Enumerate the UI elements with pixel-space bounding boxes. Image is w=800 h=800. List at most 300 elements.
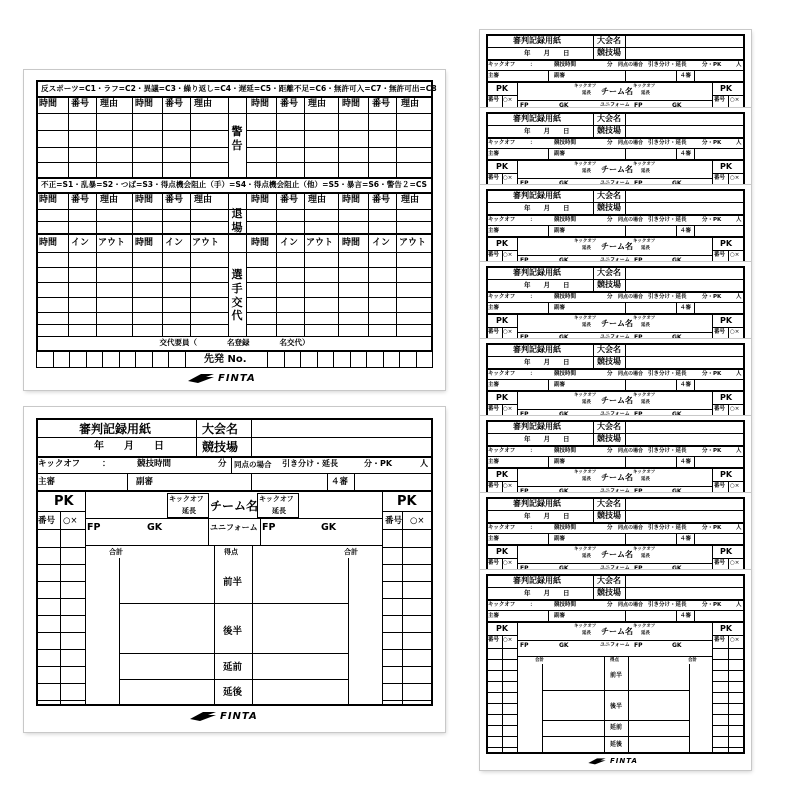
divider: [676, 610, 677, 621]
kickoff-label: キックオフ: [488, 371, 516, 377]
divider: [712, 544, 713, 570]
kickoff-box-right: [257, 493, 299, 518]
small-record-sheet: [480, 493, 751, 570]
grid-line: [36, 267, 228, 268]
number-label-left: 番号: [488, 560, 500, 566]
team-name-label: チーム名: [601, 242, 633, 251]
number-label-left: 番号: [488, 637, 500, 643]
grid-line: [162, 192, 163, 233]
kickoff-colon: ：: [530, 217, 536, 223]
circle-cross-left: ○×: [503, 637, 513, 643]
divider: [348, 558, 349, 706]
kickoff-small-left: キックオフ: [574, 84, 597, 89]
grid-line: [728, 95, 729, 108]
fp-label-right: FP: [634, 565, 643, 570]
divider: [119, 679, 348, 680]
fp-label-right: FP: [634, 102, 643, 108]
pk-label-right: PK: [720, 470, 733, 479]
form-title: 審判記録用紙: [513, 576, 561, 585]
assistant-referee-label: 副審: [554, 151, 566, 157]
substitution-label-char: 手: [231, 281, 243, 295]
sendoff-header-number-1: 番号: [71, 195, 90, 205]
referee-label: 主審: [488, 459, 500, 465]
pk-label-right: PK: [720, 393, 733, 402]
divider: [517, 255, 712, 256]
divider: [689, 664, 690, 754]
caution-header-number-4: 番号: [372, 99, 391, 109]
assistant-referee-label: 副審: [554, 613, 566, 619]
first-half-label: 前半: [223, 577, 243, 588]
divider: [517, 313, 518, 339]
match-minutes-label: 分: [607, 525, 613, 531]
brand-logo: [588, 757, 638, 765]
kickoff-colon: ：: [530, 294, 536, 300]
divider: [625, 70, 626, 81]
grid-line: [728, 250, 729, 262]
extension-small-right: 延長: [641, 246, 650, 251]
kickoff-box-left: [167, 493, 209, 518]
gk-label-right: GK: [672, 488, 682, 493]
small-form-frame: [486, 34, 745, 108]
number-label-right: 番号: [714, 637, 726, 643]
divider: [517, 100, 712, 101]
kickoff-small-right: キックオフ: [633, 316, 656, 321]
sendoff-header-reason-2: 理由: [194, 195, 213, 205]
gk-label-left: GK: [559, 180, 569, 185]
caution-header-reason-4: 理由: [401, 99, 420, 109]
competition-label: 大会名: [597, 114, 621, 123]
grid-line: [246, 267, 433, 268]
divider: [517, 81, 518, 108]
total-label-left: 合計: [535, 658, 544, 663]
divider: [542, 736, 689, 737]
date-line: 年 月 日: [524, 589, 570, 597]
divider: [486, 81, 745, 83]
grid-line: [416, 352, 417, 368]
kickoff-small-left: キックオフ: [574, 547, 597, 552]
sendoff-codes: 不正=S1・乱暴=S2・つば=S3・得点機会阻止（手）=S4・得点機会阻止（他）=S5・暴言=S6・警告２=CS: [41, 180, 428, 189]
uniform-label: ユニフォーム: [600, 102, 630, 108]
kickoff-colon: ：: [530, 448, 536, 454]
draw-rule: 引き分け・延長: [648, 217, 687, 223]
small-record-sheet: [480, 416, 751, 493]
persons-label: 人: [736, 448, 742, 454]
divider: [548, 379, 549, 390]
divider: [548, 148, 549, 159]
gk-label-right: GK: [672, 257, 682, 262]
divider: [327, 473, 328, 490]
divider: [694, 225, 695, 236]
second-half-label: 後半: [610, 703, 623, 710]
grid-line: [36, 352, 37, 368]
competition-label: 大会名: [597, 191, 621, 200]
substitution-label: [230, 268, 244, 323]
divider: [625, 148, 626, 159]
assistant-referee-label: 副審: [554, 305, 566, 311]
grid-line: [36, 312, 228, 313]
draw-rule: 引き分け・延長: [648, 371, 687, 377]
small-record-sheet: [480, 108, 751, 185]
grid-line: [382, 547, 433, 548]
number-label-left: 番号: [488, 329, 500, 335]
grid-line: [68, 96, 69, 177]
pk-label-right: PK: [720, 316, 733, 325]
divider: [119, 558, 120, 706]
assistant-referee-label: 副審: [554, 382, 566, 388]
uniform-label: ユニフォーム: [600, 642, 630, 648]
divider: [486, 70, 745, 71]
competition-label: 大会名: [597, 345, 621, 354]
divider: [628, 656, 629, 754]
grid-line: [168, 352, 169, 368]
uniform-label: ユニフォーム: [600, 257, 630, 262]
date-line: 年 月 日: [524, 358, 570, 366]
divider: [119, 603, 348, 604]
substitution-label-char: 代: [231, 309, 243, 323]
grid-line: [366, 352, 367, 368]
grid-line: [246, 312, 433, 313]
divider: [676, 148, 677, 159]
sub-header-time-4: 時間: [342, 238, 361, 248]
fp-label-left: FP: [520, 257, 529, 262]
grid-line: [728, 404, 729, 416]
grid-line: [132, 96, 133, 177]
number-label-left: 番号: [38, 516, 56, 526]
extension-small-right: 延長: [641, 631, 650, 636]
sendoff-header-reason-1: 理由: [100, 195, 119, 205]
competition-label: 大会名: [597, 576, 621, 585]
grid-line: [382, 666, 433, 667]
grid-line: [382, 700, 433, 701]
divider: [676, 379, 677, 390]
divider: [36, 456, 433, 458]
form-title: 審判記録用紙: [513, 191, 561, 200]
circle-cross-left: ○×: [503, 560, 513, 566]
number-label-left: 番号: [488, 483, 500, 489]
divider: [486, 533, 745, 534]
kickoff-small-right: キックオフ: [633, 239, 656, 244]
kickoff-label: キックオフ: [488, 448, 516, 454]
competition-label: 大会名: [597, 36, 621, 45]
team-name-label: チーム名: [601, 319, 633, 328]
circle-cross-left: ○×: [503, 329, 513, 335]
divider: [517, 544, 518, 570]
referee-label: 主審: [488, 151, 500, 157]
pk-label-left: PK: [496, 316, 509, 325]
draw-rule: 引き分け・延長: [648, 62, 687, 68]
referee-label: 主審: [488, 228, 500, 234]
divider: [486, 379, 745, 380]
match-minutes-label: 分: [607, 217, 613, 223]
circle-cross-right: ○×: [730, 252, 740, 258]
match-time-label: 競技時間: [554, 294, 577, 300]
divider: [85, 490, 86, 706]
fp-label-left: FP: [520, 565, 529, 570]
caution-label: [230, 125, 244, 153]
fourth-official-label: ４審: [680, 382, 692, 388]
circle-cross-left: ○×: [503, 483, 513, 489]
divider: [517, 486, 712, 487]
grid-line: [228, 192, 229, 233]
gk-label-left: GK: [559, 488, 569, 493]
divider: [85, 545, 382, 546]
divider: [712, 467, 713, 493]
finta-wing-icon: [190, 710, 216, 722]
gk-label-left: GK: [559, 334, 569, 339]
fp-label-left: FP: [87, 522, 101, 533]
persons-label: 人: [736, 525, 742, 531]
draw-label: 同点の場合: [618, 294, 644, 300]
referee-label: 主審: [488, 305, 500, 311]
pk-label-right: PK: [720, 239, 733, 248]
sub-header-in-1: イン: [71, 238, 90, 248]
assistant-referee-label: 副審: [554, 459, 566, 465]
draw-label: 同点の場合: [618, 448, 644, 454]
kickoff-label: キックオフ: [488, 294, 516, 300]
divider: [517, 563, 712, 564]
extension-small-right: 延長: [272, 507, 286, 515]
fp-label-left: FP: [520, 102, 529, 108]
grid-line: [728, 173, 729, 185]
pk-label-right: PK: [720, 84, 733, 93]
match-time-label: 競技時間: [554, 217, 577, 223]
grid-line: [96, 96, 97, 177]
grid-line: [383, 352, 384, 368]
score-label: 得点: [610, 658, 619, 663]
date-line: 年 月 日: [524, 435, 570, 443]
circle-cross-right: ○×: [730, 560, 740, 566]
grid-line: [338, 233, 339, 336]
caution-header-time-4: 時間: [342, 99, 361, 109]
gk-label-right: GK: [672, 411, 682, 416]
divider: [354, 473, 355, 490]
divider: [208, 518, 209, 545]
assistant-referee-label: 副審: [554, 73, 566, 79]
divider: [694, 379, 695, 390]
grid-line: [338, 192, 339, 233]
kickoff-colon: ：: [530, 371, 536, 377]
form-title: 審判記録用紙: [513, 499, 561, 508]
match-time-label: 競技時間: [554, 140, 577, 146]
grid-line: [502, 250, 503, 262]
kickoff-colon: ：: [102, 459, 111, 469]
brand-name: FINTA: [218, 372, 256, 384]
grid-line: [190, 233, 191, 336]
match-time-label: 競技時間: [554, 525, 577, 531]
grid-line: [246, 297, 433, 298]
draw-label: 同点の場合: [618, 602, 644, 608]
fp-label-left: FP: [520, 411, 529, 416]
referee-label: 主審: [488, 73, 500, 79]
substitution-label-char: 選: [231, 268, 243, 281]
extension-small-left: 延長: [582, 400, 591, 405]
grid-line: [382, 649, 433, 650]
sendoff-header-number-2: 番号: [165, 195, 184, 205]
divider: [712, 390, 713, 416]
referee-label: 主審: [488, 613, 500, 619]
extension-small-right: 延長: [641, 91, 650, 96]
kickoff-small-left: キックオフ: [574, 470, 597, 475]
grid-line: [132, 233, 133, 336]
kickoff-small-right: キックオフ: [633, 84, 656, 89]
pk-minutes: 分・PK: [702, 448, 722, 454]
divider: [36, 177, 433, 179]
team-name-label: チーム名: [601, 627, 633, 636]
divider: [676, 70, 677, 81]
first-half-label: 前半: [610, 672, 623, 679]
circle-cross-left: ○×: [503, 406, 513, 412]
fp-label-right: FP: [634, 411, 643, 416]
divider: [694, 148, 695, 159]
number-label-right: 番号: [714, 329, 726, 335]
referee-label: 主審: [488, 536, 500, 542]
date-line: 年 月 日: [524, 49, 570, 57]
sendoff-header-time-3: 時間: [251, 195, 270, 205]
extension-small-left: 延長: [582, 169, 591, 174]
sub-header-in-2: イン: [165, 238, 184, 248]
grid-line: [396, 96, 397, 177]
venue-label: 競技場: [202, 440, 239, 454]
grid-line: [185, 352, 186, 368]
score-label: 得点: [224, 548, 238, 556]
extra-first-label: 延前: [610, 724, 623, 731]
pk-label-right: PK: [397, 494, 417, 509]
caution-header-reason-2: 理由: [194, 99, 213, 109]
fp-label-right: FP: [634, 334, 643, 339]
divider: [676, 456, 677, 467]
sub-header-out-4: アウト: [399, 238, 427, 248]
referee-record-card: [24, 407, 445, 732]
extension-small-left: 延長: [582, 91, 591, 96]
form-title: 審判記録用紙: [513, 345, 561, 354]
date-line: 年 月 日: [524, 127, 570, 135]
divider: [625, 302, 626, 313]
draw-rule: 引き分け・延長: [648, 602, 687, 608]
venue-label: 競技場: [597, 280, 621, 289]
grid-line: [276, 233, 277, 336]
sub-header-in-3: イン: [280, 238, 299, 248]
extra-second-label: 延後: [610, 741, 623, 748]
circle-cross-right: ○×: [730, 637, 740, 643]
brand-name: FINTA: [220, 710, 258, 722]
divider: [486, 368, 745, 370]
grid-line: [382, 581, 433, 582]
number-label-right: 番号: [714, 560, 726, 566]
kickoff-colon: ：: [530, 140, 536, 146]
divider: [625, 456, 626, 467]
pk-label-left: PK: [496, 162, 509, 171]
caution-card: [24, 70, 445, 390]
sendoff-header-reason-3: 理由: [308, 195, 327, 205]
referee-label: 主審: [488, 382, 500, 388]
divider: [517, 640, 712, 641]
divider: [119, 653, 348, 654]
divider: [712, 621, 713, 754]
grid-line: [368, 192, 369, 233]
sub-header-time-1: 時間: [39, 238, 58, 248]
grid-line: [190, 96, 191, 177]
grid-line: [276, 192, 277, 233]
extension-small-right: 延長: [641, 477, 650, 482]
divider: [517, 332, 712, 333]
starters-label: 先発 No.: [204, 354, 247, 365]
divider: [625, 225, 626, 236]
divider: [548, 456, 549, 467]
grid-line: [246, 233, 247, 336]
divider: [260, 518, 261, 545]
grid-line: [246, 147, 433, 148]
grid-line: [382, 632, 433, 633]
venue-label: 競技場: [597, 511, 621, 520]
number-label-right: 番号: [714, 252, 726, 258]
match-minutes-label: 分: [607, 448, 613, 454]
divider: [676, 225, 677, 236]
grid-line: [102, 352, 103, 368]
grid-line: [728, 635, 729, 754]
pk-label-left: PK: [496, 393, 509, 402]
match-time-label: 競技時間: [137, 459, 172, 469]
caution-header-number-1: 番号: [71, 99, 90, 109]
match-time-label: 競技時間: [554, 448, 577, 454]
grid-line: [152, 352, 153, 368]
number-label-right: 番号: [714, 97, 726, 103]
divider: [382, 511, 433, 512]
assistant-referee-label: 副審: [554, 536, 566, 542]
number-label-right: 番号: [714, 175, 726, 181]
team-name-label: チーム名: [601, 165, 633, 174]
fp-label-right: FP: [634, 180, 643, 185]
divider: [486, 225, 745, 226]
caution-header-time-2: 時間: [135, 99, 154, 109]
divider: [486, 59, 745, 61]
roster-line: 交代要員（ 名登録 名交代）: [159, 338, 310, 347]
fp-label-left: FP: [520, 180, 529, 185]
grid-line: [96, 192, 97, 233]
fp-label-right: FP: [634, 642, 643, 649]
draw-rule: 引き分け・延長: [648, 448, 687, 454]
fourth-official-label: ４審: [680, 151, 692, 157]
competition-label: 大会名: [597, 422, 621, 431]
total-label-right: 合計: [344, 548, 358, 556]
kickoff-small-left: キックオフ: [169, 495, 204, 503]
divider: [542, 690, 689, 691]
grid-line: [502, 481, 503, 493]
divider: [251, 473, 252, 490]
draw-label: 同点の場合: [618, 217, 644, 223]
grid-line: [502, 404, 503, 416]
grid-line: [304, 233, 305, 336]
divider: [486, 610, 745, 611]
draw-label: 同点の場合: [618, 62, 644, 68]
grid-line: [502, 173, 503, 185]
form-title: 審判記録用紙: [513, 422, 561, 431]
pk-label-left: PK: [496, 624, 509, 633]
divider: [486, 522, 745, 524]
divider: [486, 313, 745, 315]
pk-label-right: PK: [720, 162, 733, 171]
small-record-sheet: [480, 30, 751, 108]
team-name-label: チーム名: [601, 473, 633, 482]
grid-line: [132, 192, 133, 233]
extension-small-right: 延長: [641, 400, 650, 405]
gk-label-left: GK: [559, 102, 569, 108]
kickoff-small-right: キックオフ: [633, 162, 656, 167]
divider: [548, 610, 549, 621]
grid-line: [284, 352, 285, 368]
divider: [712, 159, 713, 185]
sendoff-label-char: 場: [231, 220, 243, 234]
extension-small-left: 延長: [582, 554, 591, 559]
